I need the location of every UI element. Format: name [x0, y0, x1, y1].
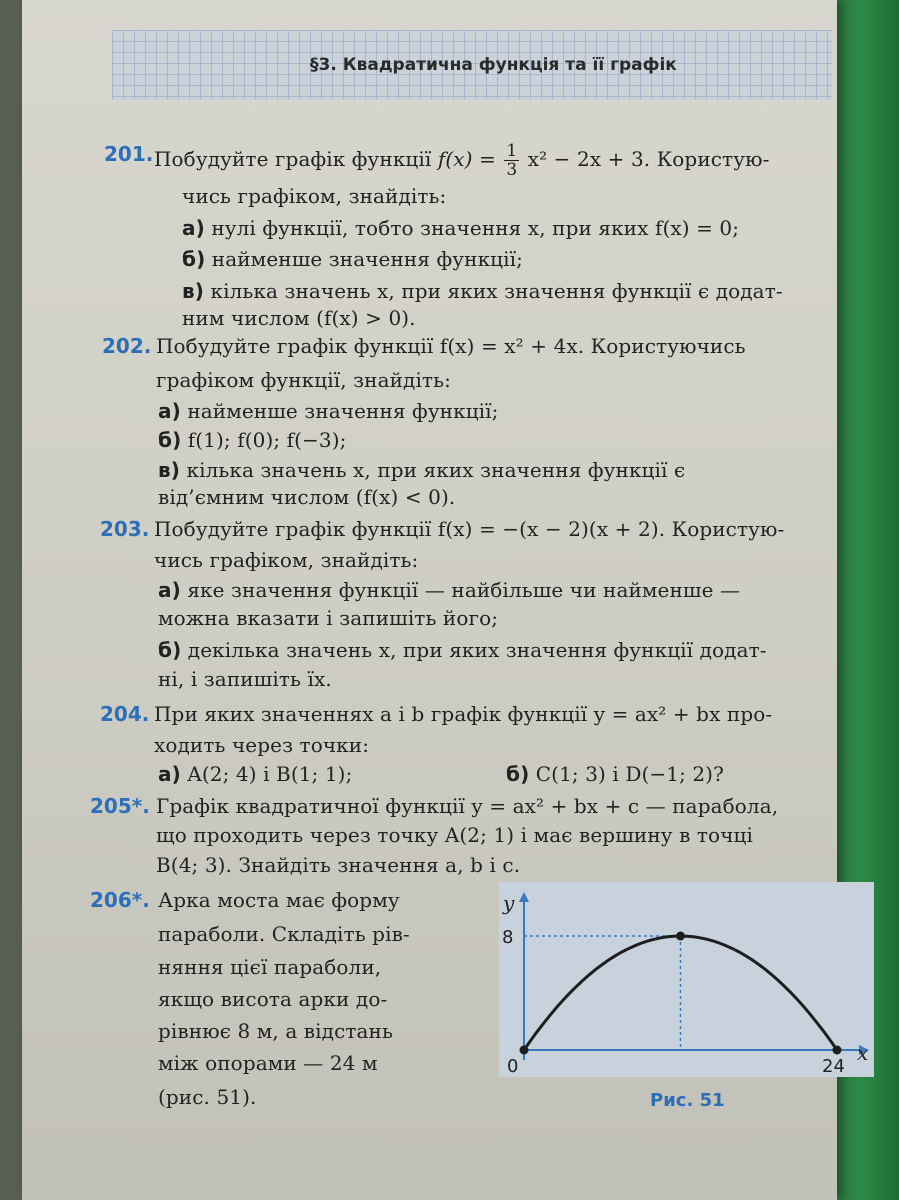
problem-line: При яких значеннях a і b графік функції y = ax² + bx про-: [154, 702, 773, 726]
x-tick-label-0: 0: [507, 1056, 519, 1077]
problem-line: якщо висота арки до-: [158, 987, 388, 1011]
y-tick-label: 8: [502, 927, 514, 948]
problem-line: (рис. 51).: [158, 1085, 257, 1109]
problem-line: що проходить через точку A(2; 1) і має вершину в точці: [156, 823, 753, 847]
problem-line: Побудуйте графік функції f(x) = $\frac{1}{3}$ x² − 2x + 3. Користую-: [154, 141, 770, 180]
problem-line: параболи. Складіть рів-: [158, 922, 410, 946]
problem-line: Арка моста має форму: [158, 888, 400, 912]
problem-line: ходить через точки:: [154, 733, 370, 757]
parabola-figure: [499, 882, 874, 1077]
y-axis-arrow: [519, 892, 529, 902]
problem-number: 206*.: [90, 888, 150, 912]
subitem-b: б) найменше значення функції;: [182, 247, 523, 271]
point-right-support: [833, 1046, 842, 1055]
subitem-b: б) f(1); f(0); f(−3);: [158, 428, 347, 452]
section-title: §3. Квадратична функція та її графік: [310, 55, 677, 75]
problem-number: 203.: [100, 517, 150, 541]
figure-caption: Рис. 51: [650, 1090, 725, 1111]
subitem-a: а) яке значення функції — найбільше чи найменше —: [158, 578, 741, 602]
problem-number: 205*.: [90, 794, 150, 818]
problem-number: 202.: [102, 334, 152, 358]
subitem-a-cont: можна вказати і запишіть його;: [158, 606, 499, 630]
subitem-c: в) кілька значень x, при яких значення функції є: [158, 458, 686, 482]
subitem-a: а) нулі функції, тобто значення x, при яких f(x) = 0;: [182, 216, 740, 240]
fraction-one-third: $\frac{1}{3}$: [506, 141, 518, 180]
subitem-a: а) A(2; 4) і B(1; 1);: [158, 762, 353, 786]
textbook-page: [22, 0, 869, 1200]
problem-line: Графік квадратичної функції y = ax² + bx + c — парабола,: [156, 794, 779, 818]
problem-line: рівнює 8 м, а відстань: [158, 1019, 393, 1043]
subitem-a: а) найменше значення функції;: [158, 399, 499, 423]
problem-line: між опорами — 24 м: [158, 1051, 378, 1075]
problem-line: графіком функції, знайдіть:: [156, 368, 451, 392]
x-axis-label: x: [857, 1041, 869, 1065]
point-left-support: [520, 1046, 529, 1055]
problem-number: 201.: [104, 142, 154, 166]
problem-line: B(4; 3). Знайдіть значення a, b і c.: [156, 853, 521, 877]
problem-line: Побудуйте графік функції f(x) = x² + 4x. Користуючись: [156, 334, 746, 358]
subitem-b: б) C(1; 3) і D(−1; 2)?: [506, 762, 724, 786]
subitem-b: б) декілька значень x, при яких значення функції додат-: [158, 638, 767, 662]
subitem-c-cont: від’ємним числом (f(x) < 0).: [158, 485, 456, 509]
x-tick-label-24: 24: [822, 1056, 845, 1077]
problem-line: Побудуйте графік функції f(x) = −(x − 2)(x + 2). Користую-: [154, 517, 785, 541]
point-vertex: [676, 932, 685, 941]
problem-line: няння цієї параболи,: [158, 955, 382, 979]
problem-line: чись графіком, знайдіть:: [154, 548, 419, 572]
problem-number: 204.: [100, 702, 150, 726]
subitem-b-cont: ні, і запишіть їх.: [158, 667, 332, 691]
y-axis-label: y: [503, 891, 515, 915]
subitem-c: в) кілька значень x, при яких значення функції є додат-: [182, 279, 783, 303]
problem-line: чись графіком, знайдіть:: [182, 184, 447, 208]
subitem-c-cont: ним числом (f(x) > 0).: [182, 306, 416, 330]
